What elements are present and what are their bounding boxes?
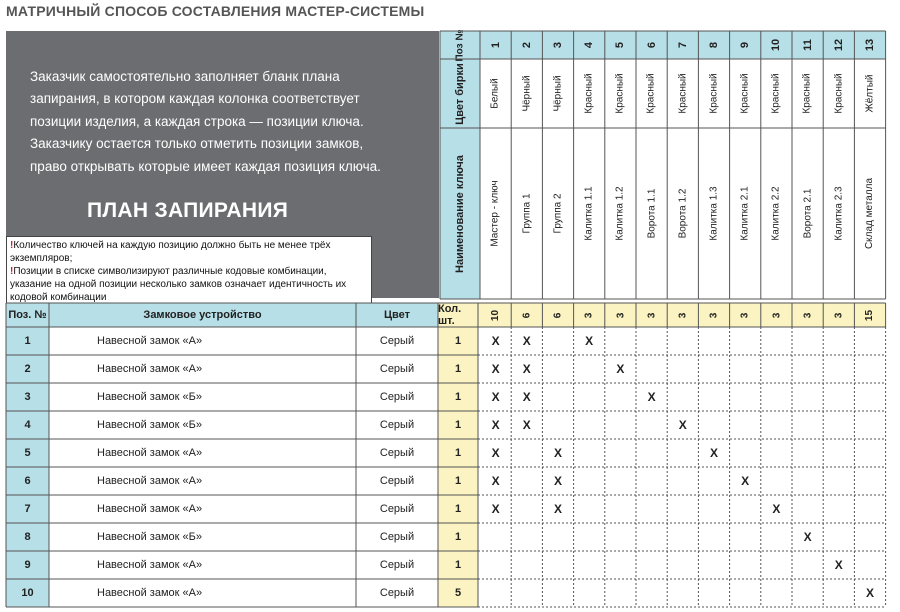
x-mark: X: [491, 390, 500, 404]
key-name-text: Ворота 1.2: [677, 188, 689, 239]
x-mark: X: [491, 474, 500, 488]
key-name-text: Калитка 1.3: [708, 186, 720, 241]
x-mark: X: [772, 502, 781, 516]
key-number-text: 3: [551, 41, 564, 49]
row-device: Навесной замок «А»: [97, 475, 203, 487]
x-mark: X: [616, 362, 625, 376]
key-number-text: 7: [676, 41, 689, 49]
warning-icon: !: [10, 266, 14, 277]
x-mark: X: [741, 474, 750, 488]
row-color: Серый: [379, 559, 415, 571]
x-mark: X: [522, 334, 531, 348]
row-qty: 1: [454, 531, 462, 543]
key-number-text: 1: [489, 41, 502, 49]
key-name-text: Калитка 2.1: [739, 186, 751, 241]
row-qty: 1: [454, 391, 462, 403]
row-device: Навесной замок «А»: [97, 335, 203, 347]
row-device: Навесной замок «А»: [97, 447, 203, 459]
key-name-text: Склад металла: [864, 177, 876, 250]
note-text: Позиции в списке символизируют различные кодовые комбинации, указание на одной позиции несколько замков означает идентичность их кодовой комбинации: [10, 266, 347, 303]
key-tag-color-text: Белый: [490, 78, 502, 109]
key-tag-color-text: Красный: [802, 73, 814, 114]
key-qty-text: 3: [614, 312, 626, 318]
row-color: Серый: [379, 587, 415, 599]
row-pos: 5: [24, 447, 31, 459]
row-color: Серый: [379, 391, 415, 403]
x-mark: X: [709, 446, 718, 460]
row-pos: 6: [24, 475, 31, 487]
row-pos: 1: [24, 335, 31, 347]
key-number-text: 6: [645, 41, 658, 49]
x-mark: X: [553, 502, 562, 516]
x-mark: X: [865, 586, 874, 600]
row-qty: 1: [454, 559, 462, 571]
key-tag-color-text: Красный: [583, 73, 595, 114]
row-qty: 1: [454, 475, 462, 487]
color-header: Цвет: [383, 309, 410, 321]
key-tag-color-text: Чёрный: [552, 75, 564, 112]
row-pos: 2: [24, 363, 31, 375]
key-qty-text: 3: [646, 312, 658, 318]
key-number-text: 8: [707, 41, 720, 49]
x-mark: X: [678, 418, 687, 432]
key-name-label-text: Наименование ключа: [454, 154, 466, 273]
key-name-text: Группа 1: [521, 193, 533, 234]
key-number-text: 9: [739, 41, 752, 49]
row-qty: 1: [454, 447, 462, 459]
row-color: Серый: [379, 503, 415, 515]
key-qty-text: 3: [677, 312, 689, 318]
key-qty-text: 3: [802, 312, 814, 318]
row-pos: 4: [24, 419, 31, 431]
x-mark: X: [491, 362, 500, 376]
x-mark: X: [491, 334, 500, 348]
x-mark: X: [522, 390, 531, 404]
row-qty: 1: [454, 335, 462, 347]
row-device: Навесной замок «Б»: [97, 391, 202, 403]
x-mark: X: [491, 418, 500, 432]
x-mark: X: [522, 362, 531, 376]
row-pos: 9: [24, 559, 31, 571]
warning-icon: !: [10, 240, 14, 251]
plan-title: ПЛАН ЗАПИРАНИЯ: [87, 199, 289, 222]
page-title: МАТРИЧНЫЙ СПОСОБ СОСТАВЛЕНИЯ МАСТЕР-СИСТЕМЫ: [6, 3, 425, 19]
row-device: Навесной замок «Б»: [97, 419, 202, 431]
key-tag-color-text: Жёлтый: [864, 74, 876, 113]
key-name-text: Калитка 1.2: [614, 186, 626, 241]
row-device: Навесной замок «Б»: [97, 531, 202, 543]
row-color: Серый: [379, 363, 415, 375]
key-tag-color-text: Красный: [614, 73, 626, 114]
key-number-text: 2: [520, 41, 533, 49]
key-tag-color-text: Красный: [646, 73, 658, 114]
key-name-text: Калитка 2.3: [833, 186, 845, 241]
row-color: Серый: [379, 531, 415, 543]
key-number-text: 12: [832, 38, 845, 52]
key-number-text: 11: [801, 39, 814, 51]
key-number-text: 10: [770, 38, 783, 52]
note-text: Количество ключей на каждую позицию должно быть не менее трёх экземпляров;: [10, 240, 331, 264]
x-mark: X: [647, 390, 656, 404]
key-name-text: Калитка 1.1: [583, 186, 595, 241]
row-qty: 1: [454, 363, 462, 375]
row-qty: 1: [454, 419, 462, 431]
row-qty: 5: [454, 587, 462, 599]
key-tag-color-text: Красный: [770, 73, 782, 114]
x-mark: X: [553, 446, 562, 460]
key-name-text: Группа 2: [552, 193, 564, 234]
x-mark: X: [803, 530, 812, 544]
row-qty: 1: [454, 503, 462, 515]
x-mark: X: [491, 446, 500, 460]
x-mark: X: [553, 474, 562, 488]
key-qty-text: 3: [739, 312, 751, 318]
row-device: Навесной замок «А»: [97, 503, 203, 515]
key-qty-text: 3: [583, 312, 595, 318]
x-mark: X: [491, 502, 500, 516]
key-tag-color-text: Красный: [677, 73, 689, 114]
row-device: Навесной замок «А»: [97, 559, 203, 571]
key-name-text: Мастер - ключ: [490, 180, 502, 247]
row-pos: 7: [24, 503, 31, 515]
row-color: Серый: [379, 335, 415, 347]
key-number-text: 5: [614, 41, 627, 49]
key-qty-text: 15: [864, 309, 876, 321]
row-color: Серый: [379, 419, 415, 431]
key-qty-text: 10: [490, 309, 502, 321]
pos-header: Поз. №: [8, 309, 47, 321]
row-device: Навесной замок «А»: [97, 363, 203, 375]
key-qty-text: 3: [833, 312, 845, 318]
tag-color-label-text: Цвет бирки: [454, 62, 466, 125]
key-qty-text: 3: [708, 312, 720, 318]
key-name-text: Ворота 2.1: [802, 188, 814, 239]
key-name-text: Калитка 2.2: [770, 186, 782, 241]
device-header: Замковое устройство: [143, 309, 262, 321]
x-mark: X: [585, 334, 594, 348]
x-mark: X: [522, 418, 531, 432]
key-qty-text: 6: [552, 312, 564, 318]
key-tag-color-text: Красный: [739, 73, 751, 114]
row-color: Серый: [379, 447, 415, 459]
row-pos: 8: [24, 531, 31, 543]
row-pos: 10: [21, 587, 34, 599]
key-qty-text: 3: [770, 312, 782, 318]
row-device: Навесной замок «А»: [97, 587, 203, 599]
key-qty-text: 6: [521, 312, 533, 318]
row-color: Серый: [379, 475, 415, 487]
key-name-text: Ворота 1.1: [646, 188, 658, 239]
qty-header: Кол. шт.: [438, 303, 462, 327]
x-mark: X: [834, 558, 843, 572]
intro-text: Заказчик самостоятельно заполняет бланк плана запирания, в котором каждая колонка соответствует позиции изделия, а каждая строка — позиции ключа. Заказчику остается только отметить позиции замков, право открывать которые имеет каждая позиция ключа.: [30, 69, 381, 174]
key-tag-color-text: Чёрный: [521, 75, 533, 112]
key-number-text: 4: [583, 41, 596, 49]
key-tag-color-text: Красный: [708, 73, 720, 114]
key-tag-color-text: Красный: [833, 73, 845, 114]
key-pos-label-text: Поз №: [454, 28, 466, 62]
key-number-text: 13: [863, 38, 876, 52]
row-pos: 3: [24, 391, 31, 403]
